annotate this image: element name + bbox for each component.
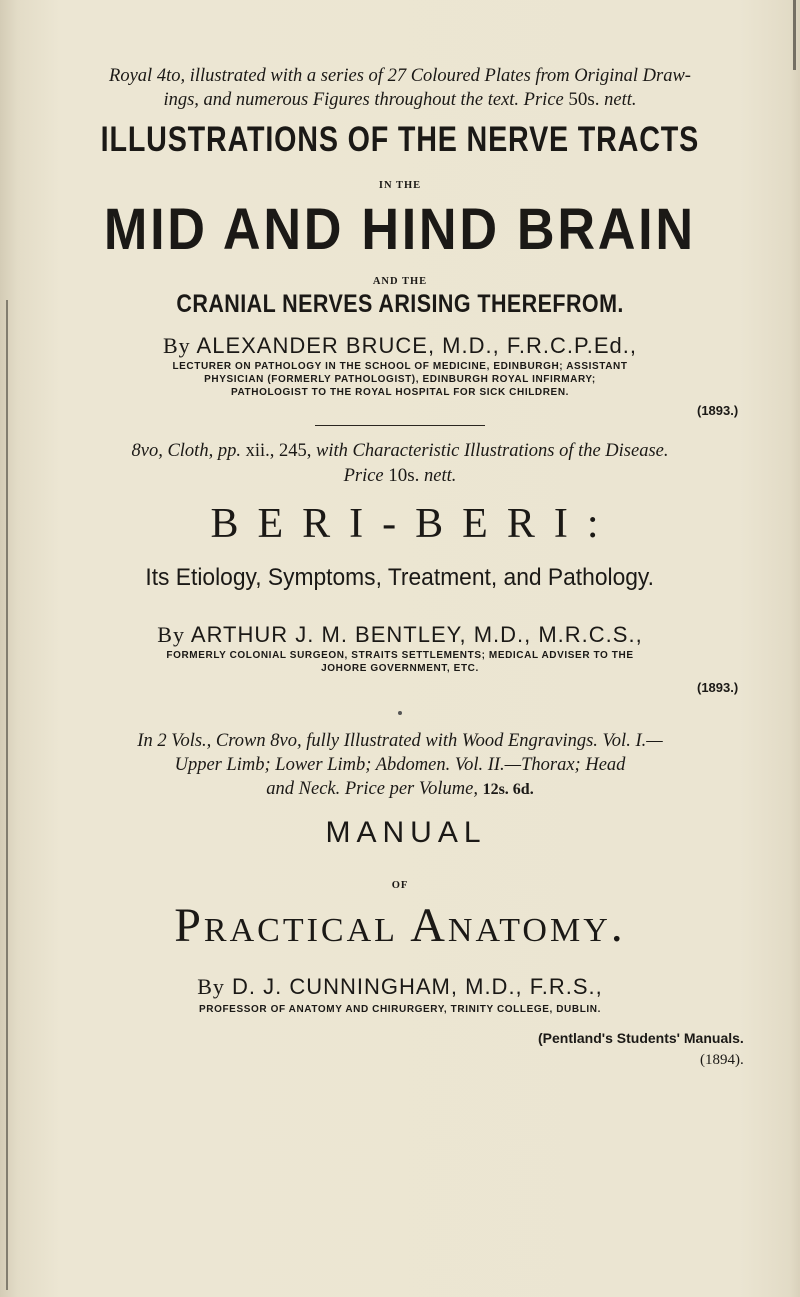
book2-intro-line1 (0, 441, 800, 462)
right-margin-rule (793, 0, 796, 70)
book3-vol-count: 2 (157, 731, 167, 751)
book2-intro-line2 (0, 465, 800, 487)
book1-intro-text: , illustrated with a series of (180, 66, 388, 86)
book3-format: 8vo (270, 731, 297, 751)
book1-intro-line2 (0, 89, 800, 111)
book2-subtitle: Its Etiology, Symptoms, Treatment, and Pathology. (145, 564, 655, 591)
ink-dot (398, 711, 402, 715)
book1-by: By (162, 333, 191, 358)
book1-author: ALEXANDER BRUCE, M.D., F.R.C.P.Ed., (196, 333, 638, 358)
book1-price: 50s. (568, 89, 600, 110)
book2-subtitle-wrap (0, 564, 800, 592)
book3-connector-of: OF (391, 880, 409, 891)
book1-separator-rule (315, 425, 485, 426)
book3-author: D. J. CUNNINGHAM, M.D., F.R.S., (232, 974, 603, 999)
book3-intro-in: In (137, 731, 158, 751)
book1-title-line1: ILLUSTRATIONS OF THE NERVE TRACTS (100, 120, 700, 159)
book1-intro-text2: Coloured Plates from Original Draw- (406, 66, 691, 86)
book1-title-line2-wrap (0, 196, 800, 263)
book3-year: (1894). (700, 1052, 744, 1068)
book2-credential-1: FORMERLY COLONIAL SURGEON, STRAITS SETTLEMENTS; MEDICAL ADVISER TO THE (166, 650, 634, 661)
book1-credential-3: PATHOLOGIST TO THE ROYAL HOSPITAL FOR SICK CHILDREN. (230, 387, 570, 398)
book3-intro-text: Vols., Crown (166, 731, 271, 751)
book3-credential-1: PROFESSOR OF ANATOMY AND CHIRURGERY, TRINITY COLLEGE, DUBLIN. (199, 1004, 601, 1015)
book3-intro-line2: Upper Limb; Lower Limb; Abdomen. Vol. II.—Thorax; Head (174, 755, 626, 775)
book3-price-label: and Neck. Price per Volume, (266, 779, 483, 799)
book1-author-line (0, 333, 800, 359)
book3-author-line (0, 974, 800, 1000)
book2-author-line (0, 622, 800, 648)
book2-pages: xii., 245, (245, 441, 312, 461)
book1-title-line3-wrap (0, 290, 800, 319)
book2-price: 10s. (388, 465, 420, 486)
book3-by: By (197, 974, 225, 999)
book1-year: (1893.) (697, 403, 739, 418)
book1-title-line2: MID AND HIND BRAIN (104, 197, 696, 262)
book1-title-line1-wrap (0, 120, 800, 160)
book3-title-line2: Practical Anatomy. (174, 899, 626, 952)
book2-by: By (157, 622, 185, 647)
book3-title-line1: MANUAL (325, 816, 487, 849)
book3-intro-line3 (0, 779, 800, 800)
book2-price-label: Price (343, 466, 389, 486)
book1-connector-in-the: IN THE (378, 180, 422, 191)
book1-title-line3: CRANIAL NERVES ARISING THEREFROM. (176, 290, 624, 318)
book2-author: ARTHUR J. M. BENTLEY, M.D., M.R.C.S., (190, 622, 643, 647)
book1-credential-2: PHYSICIAN (FORMERLY PATHOLOGIST), EDINBURGH ROYAL INFIRMARY; (204, 374, 596, 385)
book1-price-suffix: nett. (599, 90, 637, 110)
book3-intro-text2: , fully Illustrated with Wood Engravings. Vol. I.— (296, 731, 663, 751)
book1-credential-1: LECTURER ON PATHOLOGY IN THE SCHOOL OF MEDICINE, EDINBURGH; ASSISTANT (172, 361, 628, 372)
book2-price-suffix: nett. (419, 466, 457, 486)
book1-format: 4to (156, 66, 181, 86)
book2-intro-text: 8vo, Cloth, pp. (131, 441, 246, 461)
book3-series: (Pentland's Students' Manuals. (538, 1030, 744, 1046)
book1-prefix: Royal (109, 66, 157, 86)
book1-intro-line2-text: ings, and numerous Figures throughout the text. Price (163, 90, 569, 110)
book2-year: (1893.) (697, 680, 739, 695)
book3-price: 12s. 6d. (482, 781, 534, 798)
book1-connector-and-the: AND THE (372, 276, 428, 287)
book1-plate-count: 27 (387, 66, 407, 86)
book3-intro-line1 (0, 731, 800, 752)
book1-intro-line1 (0, 66, 800, 87)
book2-credential-2: JOHORE GOVERNMENT, ETC. (321, 663, 479, 674)
book2-title: BERI-BERI: (210, 501, 618, 547)
book2-intro-text2: with Characteristic Illustrations of the Disease. (311, 441, 669, 461)
